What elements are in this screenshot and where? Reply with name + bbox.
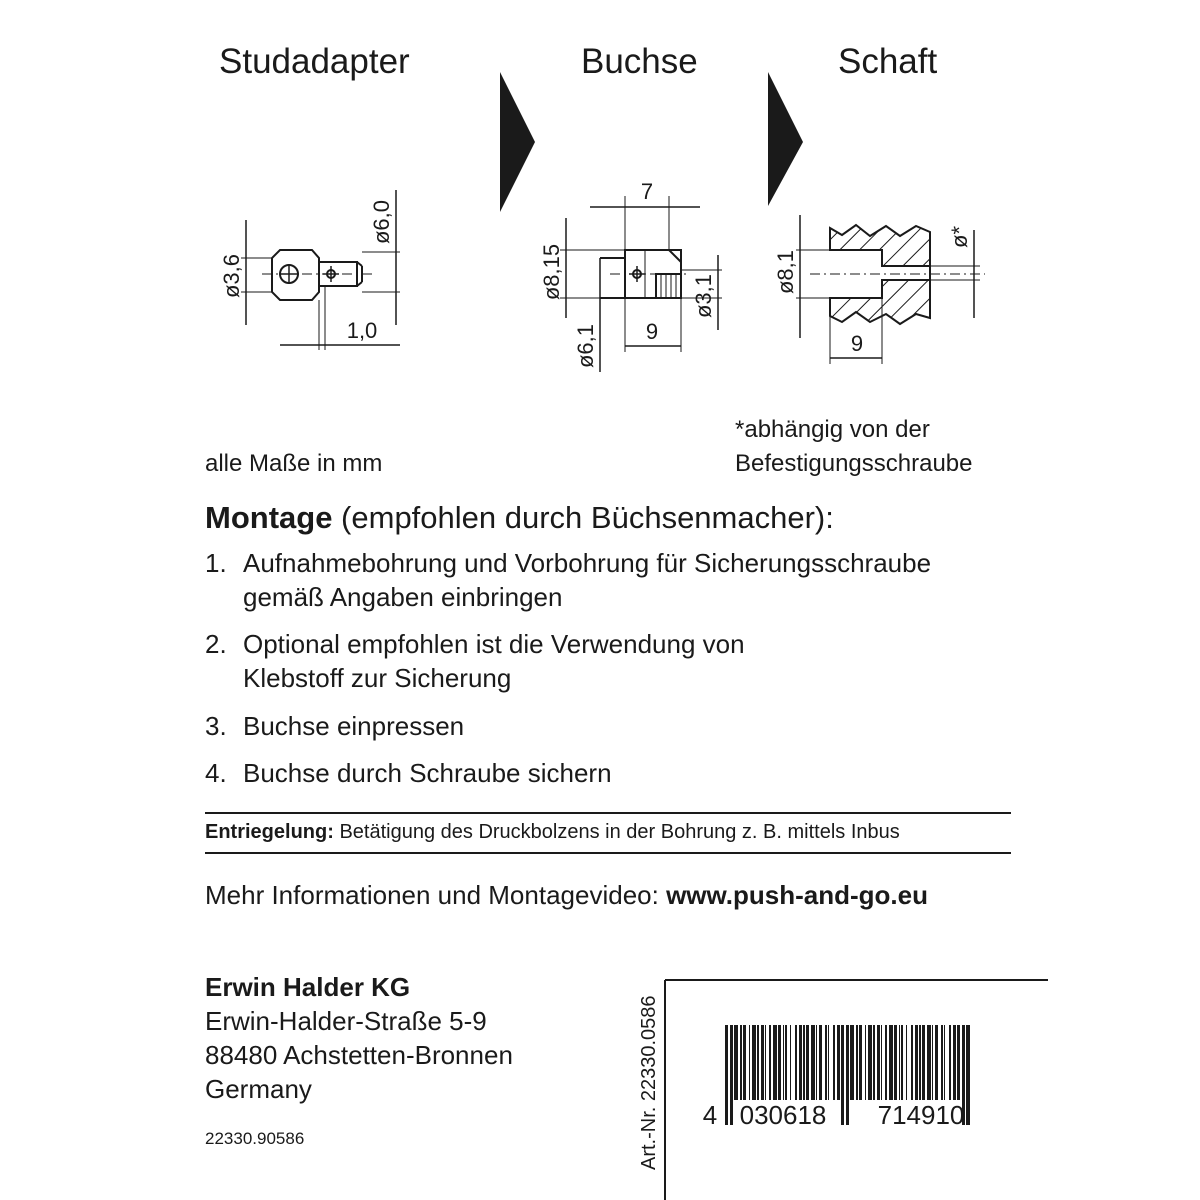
dim-schaft-9: 9 [850, 331, 864, 356]
barcode-bar [765, 1025, 766, 1100]
dim-stud-d60: ø6,0 [369, 199, 394, 245]
release-label: Entriegelung: [205, 821, 334, 843]
barcode-bar [769, 1025, 771, 1100]
barcode-bar [730, 1025, 733, 1125]
dim-buchse-9: 9 [645, 319, 659, 344]
barcode-bar [859, 1025, 862, 1100]
barcode-bar [922, 1025, 925, 1100]
barcode-bar [795, 1025, 797, 1100]
barcode-bar [949, 1025, 951, 1100]
step-number: 3. [205, 711, 227, 741]
barcode-bar [752, 1025, 756, 1100]
barcode-bar [846, 1025, 849, 1125]
barcode-bar [906, 1025, 907, 1100]
dim-schaft-dstar: ø* [947, 226, 972, 248]
barcode-bar [881, 1025, 882, 1100]
company-name: Erwin Halder KG [205, 972, 411, 1002]
barcode-bar [785, 1025, 787, 1100]
barcode-bar [811, 1025, 815, 1100]
divider-top [205, 812, 1011, 814]
barcode-bar [783, 1025, 784, 1100]
barcode-bar [873, 1025, 875, 1100]
barcode-bar [889, 1025, 893, 1100]
doc-number: 22330.90586 [205, 1129, 305, 1148]
barcode-bar [932, 1025, 933, 1100]
barcode-bar [778, 1025, 781, 1100]
step-number: 4. [205, 758, 227, 788]
article-number: Art.-Nr. 22330.0586 [638, 995, 660, 1170]
step-text-line-2: Klebstoff zur Sicherung [243, 663, 512, 693]
more-info-text: Mehr Informationen und Montagevideo: [205, 880, 667, 910]
barcode-bar [850, 1025, 854, 1100]
barcode-bar [927, 1025, 931, 1100]
flow-arrow-1 [500, 72, 535, 212]
barcode-bar [757, 1025, 759, 1100]
divider-bottom [205, 852, 1011, 854]
company-country: Germany [205, 1074, 312, 1104]
barcode-bar [743, 1025, 746, 1100]
barcode-left-group: 030618 [739, 1100, 827, 1130]
barcode-bar [894, 1025, 897, 1100]
montage-title-rest: (empfohlen durch Büchsenmacher): [332, 500, 834, 535]
barcode-bar [806, 1025, 809, 1100]
heading-buchse: Buchse [581, 42, 698, 81]
barcode-bar [865, 1025, 866, 1100]
barcode-bar [877, 1025, 880, 1100]
step-number: 2. [205, 629, 227, 659]
barcode-bar [825, 1025, 827, 1100]
barcode-bar [773, 1025, 777, 1100]
barcode-right-group: 714910 [877, 1100, 965, 1130]
barcode-bar [803, 1025, 805, 1100]
step-number: 1. [205, 548, 227, 578]
barcode-bar [761, 1025, 764, 1100]
montage-step-4 [205, 756, 1005, 792]
montage-step-2 [205, 627, 1005, 697]
barcode-bar [740, 1025, 742, 1100]
barcode-bar [790, 1025, 791, 1100]
barcode-bar [856, 1025, 858, 1100]
montage-heading [205, 500, 834, 536]
dim-buchse-d31: ø3,1 [691, 273, 716, 319]
barcode-bar [819, 1025, 822, 1100]
montage-step-1 [205, 546, 1005, 616]
step-text-line-1: Buchse durch Schraube sichern [243, 758, 612, 788]
barcode-bar [944, 1025, 945, 1100]
barcode-bar [957, 1025, 960, 1100]
release-text: Betätigung des Druckbolzens in der Bohrung z. B. mittels Inbus [333, 821, 900, 843]
footnote-line-1: *abhängig von der [735, 416, 930, 443]
montage-step-3 [205, 709, 1005, 745]
barcode-bar [749, 1025, 750, 1100]
heading-schaft: Schaft [838, 42, 938, 81]
more-info [205, 880, 928, 911]
barcode-bar [725, 1025, 728, 1125]
barcode-bar [915, 1025, 918, 1100]
barcode-bar [833, 1025, 835, 1100]
barcode-bar [953, 1025, 956, 1100]
heading-studadapter: Studadapter [219, 42, 410, 81]
montage-title-bold: Montage [205, 500, 333, 535]
barcode-bar [901, 1025, 903, 1100]
dim-schaft-d81: ø8,1 [773, 249, 798, 295]
barcode-bar [841, 1025, 844, 1125]
barcode-bar [799, 1025, 802, 1100]
units-note: alle Maße in mm [205, 450, 383, 477]
barcode-bar [837, 1025, 840, 1100]
footnote-line-2: Befestigungsschraube [735, 450, 973, 477]
dim-buchse-d815: ø8,15 [539, 243, 564, 301]
company-street: Erwin-Halder-Straße 5-9 [205, 1006, 487, 1036]
dim-buchse-d61: ø6,1 [573, 323, 598, 369]
step-text-line-1: Aufnahmebohrung und Vorbohrung für Sicherungsschraube [243, 548, 932, 578]
barcode-bar [885, 1025, 887, 1100]
barcode-bar [899, 1025, 900, 1100]
barcode-bar [816, 1025, 817, 1100]
barcode-bar [868, 1025, 872, 1100]
barcode-bar [919, 1025, 921, 1100]
barcode-bar [966, 1025, 970, 1125]
step-text-line-1: Buchse einpressen [243, 711, 465, 741]
barcode-bar [911, 1025, 913, 1100]
release-note [205, 821, 900, 844]
flow-arrow-2 [768, 72, 803, 206]
barcode-bar [941, 1025, 943, 1100]
dim-buchse-7: 7 [640, 179, 654, 204]
company-city: 88480 Achstetten-Bronnen [205, 1040, 513, 1070]
step-text-line-2: gemäß Angaben einbringen [243, 582, 563, 612]
barcode-bar [734, 1025, 738, 1100]
barcode-first-digit: 4 [702, 1100, 718, 1130]
barcode-bar [828, 1025, 829, 1100]
step-text-line-1: Optional empfohlen ist die Verwendung von [243, 629, 745, 659]
dim-stud-d36: ø3,6 [219, 253, 244, 299]
website-link[interactable]: www.push-and-go.eu [666, 880, 928, 910]
dim-stud-10: 1,0 [346, 318, 378, 343]
barcode-bar [935, 1025, 938, 1100]
